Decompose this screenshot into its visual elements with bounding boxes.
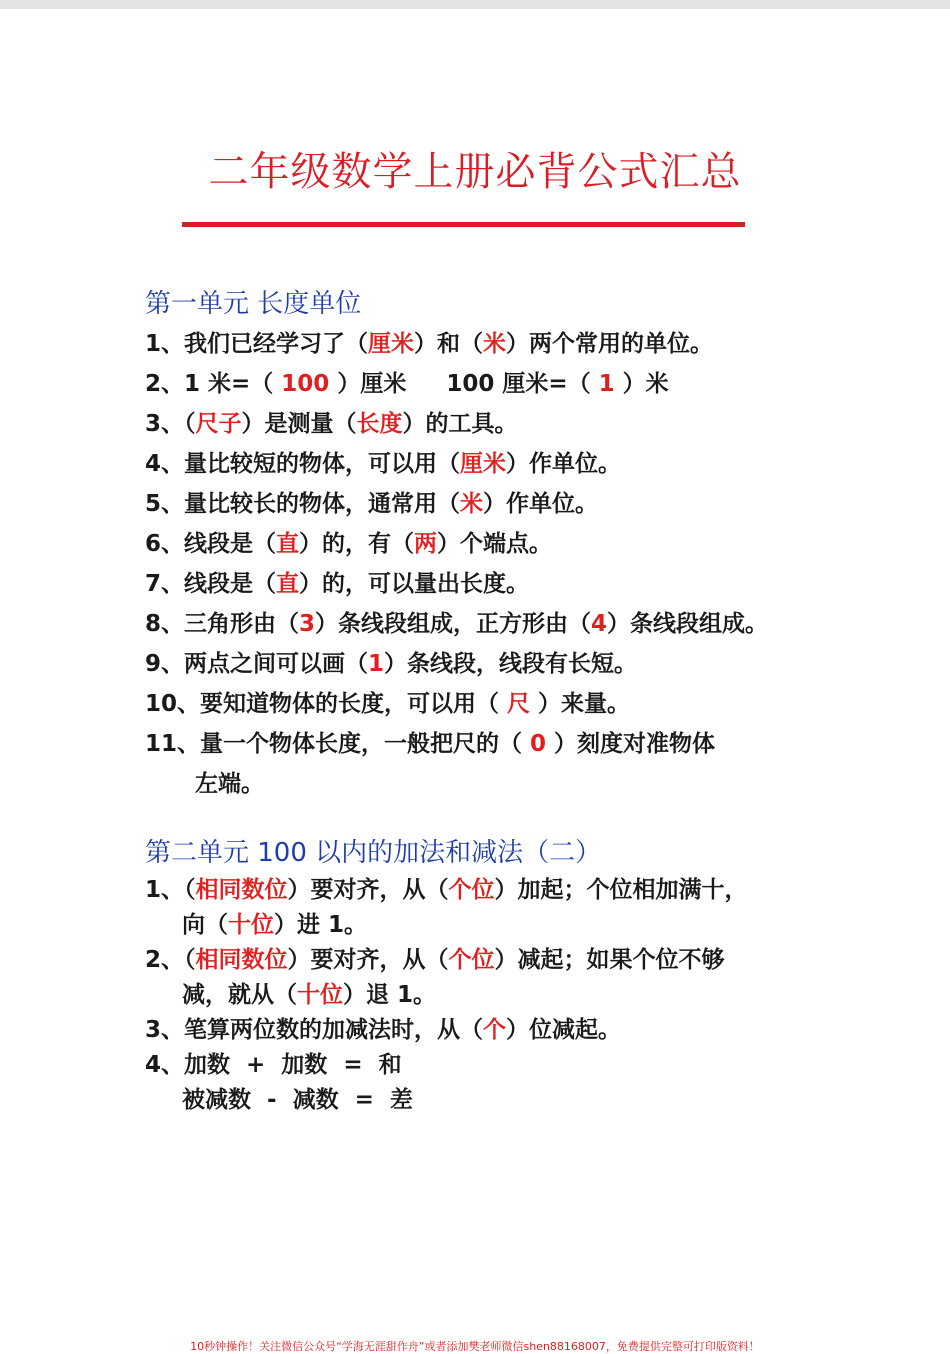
unit-2-item-4-continued: 被减数 - 减数 = 差 [182,1087,413,1113]
unit-1-item-3: 3、（尺子）是测量（长度）的工具。 [145,411,518,437]
unit-1-item-9: 9、两点之间可以画（1）条线段，线段有长短。 [145,651,638,677]
unit-1-item-6: 6、线段是（直）的，有（两）个端点。 [145,531,553,557]
unit-1-item-5: 5、量比较长的物体，通常用（米）作单位。 [145,491,599,517]
unit-1-item-7: 7、线段是（直）的，可以量出长度。 [145,571,530,597]
unit-1-heading: 第一单元 长度单位 [145,289,362,319]
unit-2-item-1-continued: 向（十位）进 1。 [182,912,368,938]
unit-1-section [145,284,845,804]
unit-2-item-2-continued: 减，就从（十位）退 1。 [182,982,437,1008]
unit-2-heading: 第二单元 100 以内的加法和减法（二） [145,838,602,868]
top-bar [0,0,950,9]
unit-2-item-1: 1、（相同数位）要对齐，从（个位）加起；个位相加满十， [145,877,748,903]
unit-1-item-10: 10、要知道物体的长度，可以用（ 尺 ）来量。 [145,691,631,717]
unit-2-item-4: 4、加数 + 加数 = 和 [145,1052,402,1078]
unit-1-item-11-continued: 左端。 [195,771,264,797]
unit-2-item-2: 2、（相同数位）要对齐，从（个位）减起；如果个位不够 [145,947,725,973]
unit-1-item-1: 1、我们已经学习了（厘米）和（米）两个常用的单位。 [145,331,714,357]
unit-2-section [145,833,845,1118]
unit-1-item-11: 11、量一个物体长度，一般把尺的（ 0 ）刻度对准物体 [145,731,716,757]
unit-2-item-3: 3、笔算两位数的加减法时，从（个）位减起。 [145,1017,622,1043]
title-underline [182,222,745,227]
unit-1-item-8: 8、三角形由（3）条线段组成，正方形由（4）条线段组成。 [145,611,769,637]
page-title: 二年级数学上册必背公式汇总 [208,149,742,195]
unit-1-item-4: 4、量比较短的物体，可以用（厘米）作单位。 [145,451,622,477]
unit-1-item-2: 2、1 米=（ 100 ）厘米 100 厘米=（ 1 ）米 [145,371,669,397]
footer-note: 10秒钟操作！关注微信公众号“学海无涯甜作舟”或者添加樊老师微信shen88168007，免费提供完整可打印版资料！ [190,1340,760,1353]
